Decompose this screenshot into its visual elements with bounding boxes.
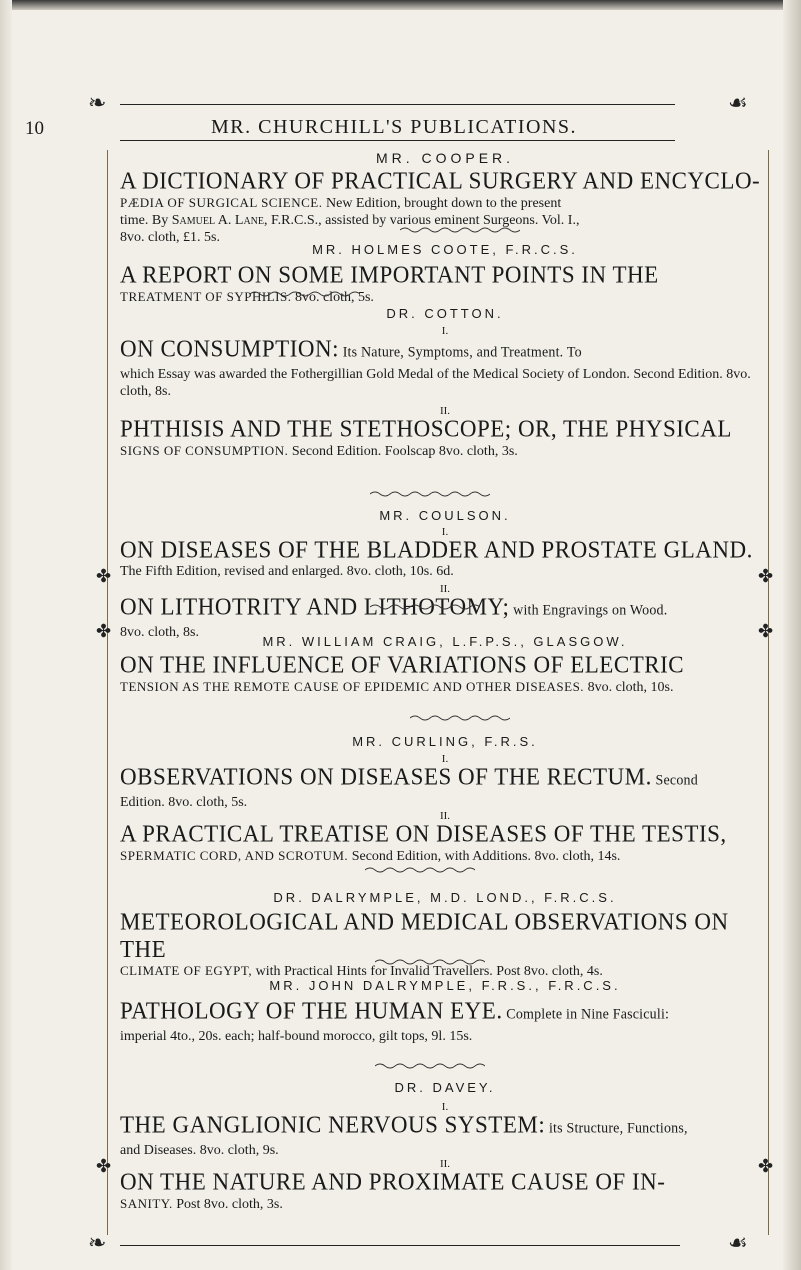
coote-title: A REPORT ON SOME IMPORTANT POINTS IN THE xyxy=(120,261,659,288)
author-coulson: MR. COULSON. xyxy=(379,508,511,523)
side-ornament-icon: ✤ xyxy=(96,1156,112,1176)
dalrymple-title: METEOROLOGICAL AND MEDICAL OBSERVATIONS ON THE xyxy=(120,908,729,963)
roman-numeral: I. xyxy=(441,753,449,765)
author-davey: DR. DAVEY. xyxy=(394,1080,496,1095)
cotton-2-description: SIGNS OF CONSUMPTION. Second Edition. Foolscap 8vo. cloth, 3s. xyxy=(120,443,518,459)
coote-description: TREATMENT OF SYPHILIS. 8vo. cloth, 5s. xyxy=(120,289,374,305)
wavy-separator xyxy=(375,958,485,966)
roman-numeral: II. xyxy=(439,1158,451,1170)
author-cooper: MR. COOPER. xyxy=(375,150,515,166)
coulson-1-description: The Fifth Edition, revised and enlarged. 8vo. cloth, 10s. 6d. xyxy=(120,564,454,579)
top-rule xyxy=(120,104,675,105)
cooper-title: A DICTIONARY OF PRACTICAL SURGERY AND ENCYCLO- xyxy=(120,167,761,194)
side-ornament-icon: ✤ xyxy=(96,566,112,586)
side-ornament-icon: ✤ xyxy=(758,1156,774,1176)
running-title: MR. CHURCHILL'S PUBLICATIONS. xyxy=(210,116,578,138)
side-ornament-icon: ✤ xyxy=(96,621,112,641)
davey-2-title: ON THE NATURE AND PROXIMATE CAUSE OF IN- xyxy=(120,1168,666,1195)
wavy-separator xyxy=(410,714,510,722)
craig-description: TENSION AS THE REMOTE CAUSE OF EPIDEMIC AND OTHER DISEASES. 8vo. cloth, 10s. xyxy=(120,679,674,695)
roman-numeral: I. xyxy=(441,325,449,337)
davey-1-description: and Diseases. 8vo. cloth, 9s. xyxy=(120,1143,279,1158)
bottom-rule xyxy=(120,1245,680,1246)
wavy-separator xyxy=(370,490,490,498)
wavy-separator xyxy=(365,866,475,874)
page-left-edge xyxy=(0,0,12,1270)
wavy-separator xyxy=(375,1062,485,1070)
author-curling: MR. CURLING, F.R.S. xyxy=(352,734,538,749)
header-rule xyxy=(120,140,675,141)
page-number: 10 xyxy=(25,118,44,139)
corner-ornament-icon: ☙ xyxy=(728,90,748,115)
side-ornament-icon: ✤ xyxy=(758,566,774,586)
corner-ornament-icon: ☙ xyxy=(728,1230,748,1255)
corner-ornament-icon: ❧ xyxy=(88,90,107,115)
roman-numeral: II. xyxy=(439,405,451,417)
curling-2-description: SPERMATIC CORD, AND SCROTUM. Second Edition, with Additions. 8vo. cloth, 14s. xyxy=(120,848,621,864)
roman-numeral: I. xyxy=(441,526,449,538)
john-dalrymple-title: PATHOLOGY OF THE HUMAN EYE. Complete in Nine Fasciculi: xyxy=(120,997,670,1024)
coulson-2-description: 8vo. cloth, 8s. xyxy=(120,625,199,640)
cotton-1-title: ON CONSUMPTION: Its Nature, Symptoms, and Treatment. To xyxy=(120,335,582,362)
dalrymple-description: CLIMATE OF EGYPT, with Practical Hints for Invalid Travellers. Post 8vo. cloth, 4s. xyxy=(120,963,603,979)
wavy-separator xyxy=(400,226,520,234)
coulson-2-title: ON LITHOTRITY AND LITHOTOMY; with Engravings on Wood. xyxy=(120,593,668,620)
cooper-description: PÆDIA OF SURGICAL SCIENCE. New Edition, brought down to the present time. By Samuel A. Lane, F.R.C.S., assisted by various eminent Surgeons. Vol. I., 8vo. cloth, £1. 5s. xyxy=(120,195,580,245)
left-vertical-rule xyxy=(107,150,108,1235)
john-dalrymple-description: imperial 4to., 20s. each; half-bound morocco, gilt tops, 9l. 15s. xyxy=(120,1029,473,1044)
page-top-edge xyxy=(0,0,801,10)
roman-numeral: I. xyxy=(441,1101,449,1113)
curling-2-title: A PRACTICAL TREATISE ON DISEASES OF THE TESTIS, xyxy=(120,820,727,847)
cotton-2-title: PHTHISIS AND THE STETHOSCOPE; OR, THE PHYSICAL xyxy=(120,415,732,442)
wavy-separator xyxy=(370,603,480,611)
corner-ornament-icon: ❧ xyxy=(88,1230,107,1255)
curling-1-description: Edition. 8vo. cloth, 5s. xyxy=(120,795,248,810)
author-john-dalrymple: MR. JOHN DALRYMPLE, F.R.S., F.R.C.S. xyxy=(269,978,621,993)
side-ornament-icon: ✤ xyxy=(758,621,774,641)
author-dalrymple: DR. DALRYMPLE, M.D. LOND., F.R.C.S. xyxy=(273,890,617,905)
wavy-separator xyxy=(250,290,360,298)
author-holmes-coote: MR. HOLMES COOTE, F.R.C.S. xyxy=(312,242,578,257)
roman-numeral: II. xyxy=(439,810,451,822)
craig-title: ON THE INFLUENCE OF VARIATIONS OF ELECTRIC xyxy=(120,651,685,678)
curling-1-title: OBSERVATIONS ON DISEASES OF THE RECTUM. Second xyxy=(120,763,698,790)
roman-numeral: II. xyxy=(439,583,451,595)
author-cotton: DR. COTTON. xyxy=(386,306,504,321)
davey-1-title: THE GANGLIONIC NERVOUS SYSTEM: its Structure, Functions, xyxy=(120,1111,688,1138)
davey-2-description: SANITY. Post 8vo. cloth, 3s. xyxy=(120,1196,283,1212)
page-right-edge xyxy=(783,0,801,1270)
cotton-1-description: which Essay was awarded the Fothergillian Gold Medal of the Medical Society of London. Second Edition. 8vo. cloth, 8s. xyxy=(120,367,751,399)
coulson-1-title: ON DISEASES OF THE BLADDER AND PROSTATE GLAND. xyxy=(120,536,753,563)
author-craig: MR. WILLIAM CRAIG, L.F.P.S., GLASGOW. xyxy=(262,634,628,649)
